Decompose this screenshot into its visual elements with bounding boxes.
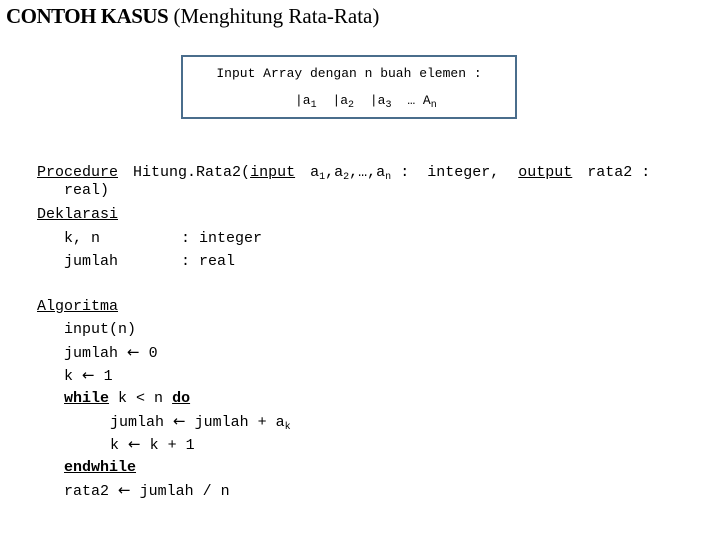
deklarasi-label: Deklarasi [37, 206, 119, 223]
subscript-k: k [284, 422, 291, 433]
var-jumlah-type: : real [181, 253, 236, 270]
assign-expression: k + 1 [149, 437, 195, 454]
procedure-cont: real) [64, 182, 110, 199]
element-a3: $|a_3$ [369, 93, 392, 111]
endwhile-keyword: endwhile [64, 459, 137, 476]
assign-arrow-icon: ← [127, 343, 140, 361]
algo-line-jumlah-init [64, 344, 158, 362]
procedure-name: Hitung.Rata2( [133, 164, 251, 181]
assign-arrow-icon: ← [82, 366, 95, 384]
procedure-params: $a_1,a_2,\dots,a_n$ : integer, [310, 164, 500, 183]
while-keyword: while [64, 390, 110, 407]
output-keyword: output [518, 164, 573, 181]
var-k-n: k, n [64, 230, 101, 247]
algo-line-jumlah-add [110, 413, 291, 436]
assign-expression: jumlah / n [139, 483, 230, 500]
assign-target: k [110, 437, 120, 454]
assign-target: rata2 [64, 483, 110, 500]
assign-arrow-icon: ← [173, 412, 186, 430]
output-rest: rata2 : [587, 164, 651, 181]
do-keyword: do [172, 390, 191, 407]
element-a1: $|a_1$ [295, 93, 317, 111]
algo-line-while [64, 390, 190, 407]
assign-target: jumlah [64, 345, 119, 362]
assign-target: k [64, 368, 74, 385]
element-a2: $|a_2$ [332, 93, 355, 111]
procedure-line [37, 164, 650, 186]
var-jumlah: jumlah [64, 253, 119, 270]
algo-line-k-inc [110, 436, 195, 454]
assign-value: 0 [148, 345, 158, 362]
var-k-n-type: : integer [181, 230, 263, 247]
assign-expression: jumlah + a [194, 414, 285, 431]
title-bold: CONTOH KASUS [6, 4, 169, 28]
while-condition: k < n [118, 390, 164, 407]
input-keyword: input [250, 164, 296, 181]
procedure-keyword: Procedure [37, 164, 119, 181]
algo-line-k-init [64, 367, 113, 385]
box-line-2 [295, 93, 445, 111]
algo-line-rata2 [64, 482, 230, 500]
algo-line-input: input(n) [64, 321, 137, 338]
box-line-1: Input Array dengan n buah elemen : [216, 66, 482, 81]
element-an: … $A_n$ [407, 93, 437, 111]
assign-arrow-icon: ← [128, 435, 141, 453]
assign-arrow-icon: ← [118, 481, 131, 499]
assign-target: jumlah [110, 414, 165, 431]
title-rest: (Menghitung Rata-Rata) [173, 4, 380, 28]
slide-title [6, 4, 379, 29]
assign-value: 1 [103, 368, 113, 385]
input-array-box [181, 55, 517, 119]
algoritma-label: Algoritma [37, 298, 119, 315]
